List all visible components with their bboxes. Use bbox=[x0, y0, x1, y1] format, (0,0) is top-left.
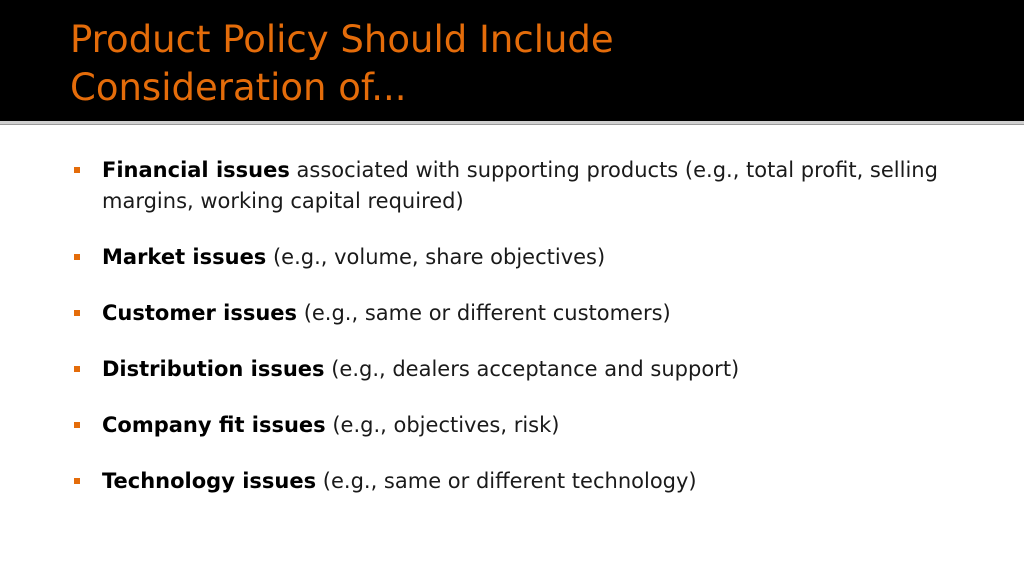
square-bullet-icon bbox=[74, 366, 80, 372]
bullet-item-company-fit bbox=[72, 410, 972, 441]
bullet-item-financial bbox=[72, 155, 972, 217]
bullet-item-technology bbox=[72, 466, 972, 497]
bullet-text: (e.g., same or different technology) bbox=[316, 469, 697, 493]
square-bullet-icon bbox=[74, 310, 80, 316]
bullet-text: (e.g., dealers acceptance and support) bbox=[324, 357, 740, 381]
square-bullet-icon bbox=[74, 167, 80, 173]
bullet-text: (e.g., same or different customers) bbox=[297, 301, 671, 325]
title-divider bbox=[0, 121, 1024, 125]
square-bullet-icon bbox=[74, 422, 80, 428]
slide-title bbox=[70, 16, 614, 112]
bullet-item-market bbox=[72, 242, 972, 273]
bullet-term: Distribution issues bbox=[102, 357, 325, 381]
square-bullet-icon bbox=[74, 478, 80, 484]
bullet-term: Customer issues bbox=[102, 301, 298, 325]
bullet-term: Technology issues bbox=[102, 469, 317, 493]
bullet-text: (e.g., objectives, risk) bbox=[325, 413, 560, 437]
bullet-text: associated with supporting products (e.g., total profit, selling margins, working capital required) bbox=[102, 158, 938, 213]
bullet-item-customer bbox=[72, 298, 972, 329]
title-line-2: Consideration of... bbox=[70, 66, 407, 109]
square-bullet-icon bbox=[74, 254, 80, 260]
title-band bbox=[0, 0, 1024, 121]
bullet-term: Financial issues bbox=[102, 158, 290, 182]
bullet-term: Market issues bbox=[102, 245, 267, 269]
bullet-item-distribution bbox=[72, 354, 972, 385]
bullet-list bbox=[72, 155, 972, 522]
title-line-1: Product Policy Should Include bbox=[70, 18, 614, 61]
bullet-text: (e.g., volume, share objectives) bbox=[266, 245, 606, 269]
bullet-term: Company fit issues bbox=[102, 413, 326, 437]
